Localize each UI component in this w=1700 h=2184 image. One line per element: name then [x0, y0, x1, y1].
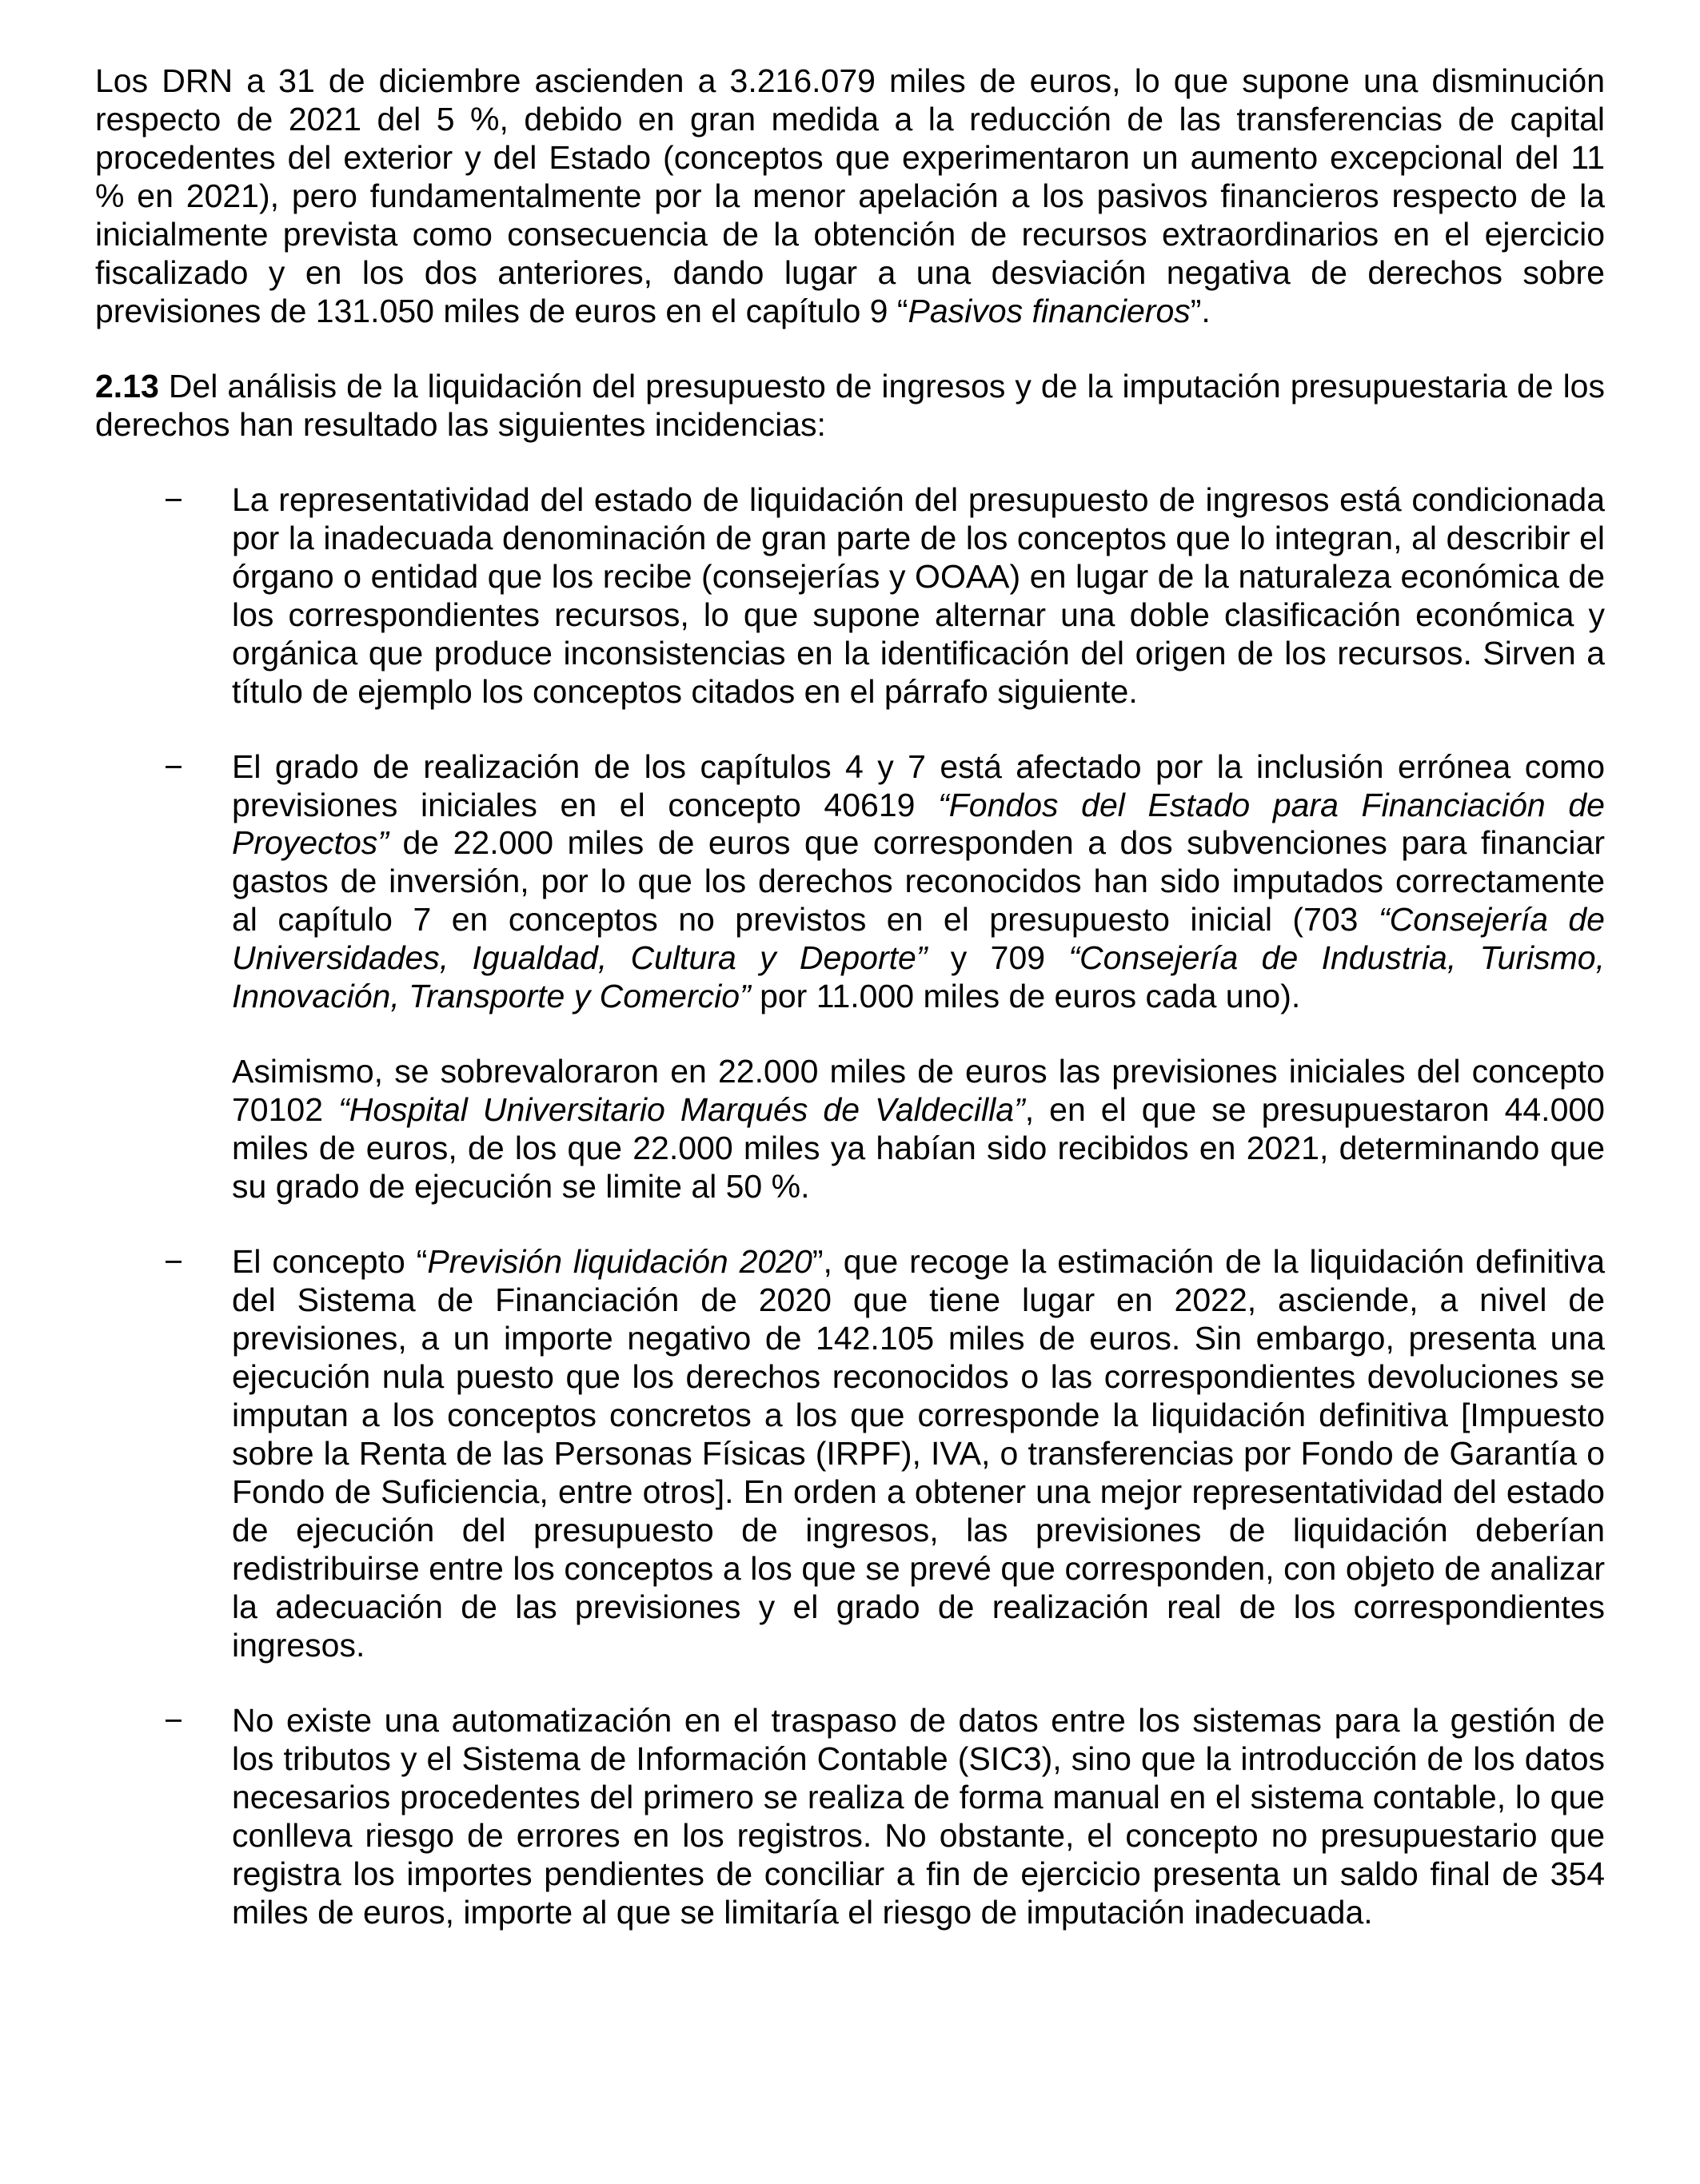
bullet-item	[95, 481, 1605, 711]
text-segment: “Consejería de Universidades, Igualdad, Cultura y Deporte”	[232, 901, 1605, 977]
bullet-marker: −	[164, 480, 183, 518]
continuation-paragraph	[232, 1053, 1605, 1206]
text-segment: “Consejería de Industria, Turismo, Innovación, Transporte y Comercio”	[232, 939, 1606, 1015]
bullet-text	[232, 748, 1605, 1017]
bullet-marker: −	[164, 1701, 183, 1739]
bullet-marker: −	[164, 747, 183, 785]
body-paragraph	[95, 62, 1605, 331]
bullet-item	[95, 1702, 1605, 1932]
text-segment: y 709	[927, 939, 1069, 977]
text-segment: “Hospital Universitario Marqués de Valdecilla”	[338, 1091, 1025, 1129]
text-segment: No existe una automatización en el traspaso de datos entre los sistemas para la gestión de los tributos y el Sistema de Información Contable (SIC3), sino que la introducción de los datos necesarios procedentes del primero se realiza de forma manual en el sistema contable, lo que conlleva riesgo de errores en los registros. No obstante, el concepto no presupuestario que registra los importes pendientes de conciliar a fin de ejercicio presenta un saldo final de 354 miles de euros, importe al que se limitaría el riesgo de imputación inadecuada.	[232, 1701, 1605, 1931]
bullet-text	[232, 481, 1605, 711]
bullet-text	[232, 1243, 1605, 1665]
text-segment: Asimismo, se sobrevaloraron en 22.000 miles de euros las previsiones iniciales del concepto 70102	[232, 1053, 1605, 1129]
text-segment: , en el que se presupuestaron 44.000 miles de euros, de los que 22.000 miles ya habían sido recibidos en 2021, determinando que su grado de ejecución se limite al 50 %.	[232, 1091, 1605, 1206]
document-body	[95, 62, 1605, 1932]
bullet-item	[95, 748, 1605, 1017]
bullet-item	[95, 1243, 1605, 1665]
text-segment: ”.	[1190, 292, 1211, 329]
text-segment: El grado de realización de los capítulos 4 y 7 está afectado por la inclusión errónea como previsiones iniciales en el concepto 40619	[232, 747, 1605, 823]
text-segment: “Fondos del Estado para Financiación de Proyectos”	[232, 786, 1605, 862]
text-segment: Los DRN a 31 de diciembre ascienden a 3.216.079 miles de euros, lo que supone una disminución respecto de 2021 del 5 %, debido en gran medida a la reducción de las transferencias de capital procedentes del exterior y del Estado (conceptos que experimentaron un aumento excepcional del 11 % en 2021), pero fundamentalmente por la menor apelación a los pasivos financieros respecto de la inicialmente prevista como consecuencia de la obtención de recursos extraordinarios en el ejercicio fiscalizado y en los dos anteriores, dando lugar a una desviación negativa de derechos sobre previsiones de 131.050 miles de euros en el capítulo 9 “	[95, 62, 1605, 329]
text-segment: Del análisis de la liquidación del presupuesto de ingresos y de la imputación presupuestaria de los derechos han resultado las siguientes incidencias:	[95, 367, 1605, 443]
text-segment: El concepto “	[232, 1243, 428, 1281]
text-segment: 2.13	[95, 367, 159, 405]
text-segment: Pasivos financieros	[908, 292, 1191, 329]
bullet-text	[232, 1702, 1605, 1932]
text-segment: por 11.000 miles de euros cada uno).	[750, 978, 1301, 1015]
text-segment: de 22.000 miles de euros que corresponden a dos subvenciones para financiar gastos de inversión, por lo que los derechos reconocidos han sido imputados correctamente al capítulo 7 en conceptos no previstos en el presupuesto inicial (703	[232, 824, 1605, 939]
text-segment: Previsión liquidación 2020	[427, 1243, 812, 1281]
text-segment: La representatividad del estado de liquidación del presupuesto de ingresos está condicionada por la inadecuada denominación de gran parte de los conceptos que lo integran, al describir el órgano o entidad que los recibe (consejerías y OOAA) en lugar de la naturaleza económica de los correspondientes recursos, lo que supone alternar una doble clasificación económica y orgánica que produce inconsistencias en la identificación del origen de los recursos. Sirven a título de ejemplo los conceptos citados en el párrafo siguiente.	[232, 480, 1605, 710]
bullet-marker: −	[164, 1243, 183, 1281]
body-paragraph	[95, 368, 1605, 444]
text-segment: ”, que recoge la estimación de la liquidación definitiva del Sistema de Financiación de 2020 que tiene lugar en 2022, asciende, a nivel de previsiones, a un importe negativo de 142.105 miles de euros. Sin embargo, presenta una ejecución nula puesto que los derechos reconocidos o las correspondientes devoluciones se imputan a los conceptos concretos a los que corresponde la liquidación definitiva [Impuesto sobre la Renta de las Personas Físicas (IRPF), IVA, o transferencias por Fondo de Garantía o Fondo de Suficiencia, entre otros]. En orden a obtener una mejor representatividad del estado de ejecución del presupuesto de ingresos, las previsiones de liquidación deberían redistribuirse entre los conceptos a los que se prevé que corresponden, con objeto de analizar la adecuación de las previsiones y el grado de realización real de los correspondientes ingresos.	[232, 1243, 1605, 1664]
